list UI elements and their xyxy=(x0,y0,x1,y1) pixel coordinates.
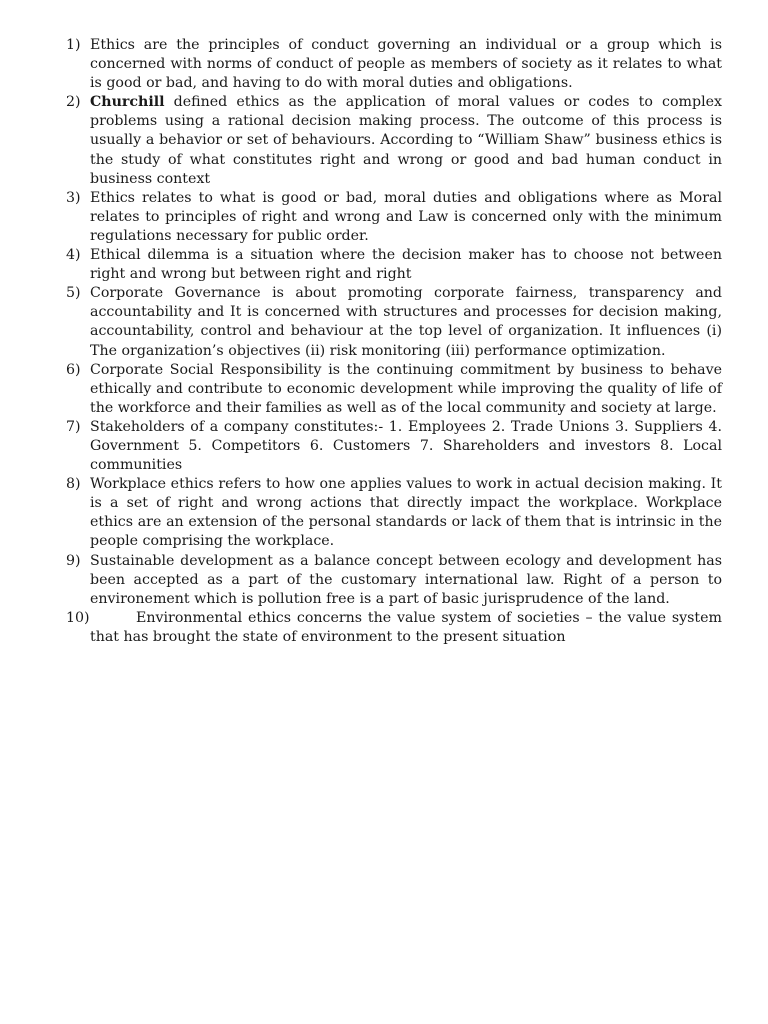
list-item xyxy=(66,93,722,188)
list-item xyxy=(66,552,722,609)
item-number: 8) xyxy=(66,476,81,493)
item-number: 7) xyxy=(66,418,81,435)
list-item xyxy=(66,36,722,93)
item-text: defined ethics as the application of moral values or codes to complex problems using a rational decision making process. The outcome of this process is usually a behavior or set of behaviours. According to “William Shaw” business ethics is the study of what constitutes right and wrong or good and bad human conduct in business context xyxy=(90,94,722,187)
item-number: 9) xyxy=(66,552,81,569)
item-number: 1) xyxy=(66,37,81,53)
item-text: Environmental ethics concerns the value system of societies – the value system that has brought the state of environment to the present situation xyxy=(90,609,722,645)
list-item xyxy=(66,361,722,418)
item-text: Ethics are the principles of conduct governing an individual or a group which is concerned with norms of conduct of people as members of society as it relates to what is good or bad, and having to do with moral duties and obligations. xyxy=(90,37,722,92)
list-item xyxy=(66,475,722,551)
item-number: 4) xyxy=(66,247,81,264)
item-text: Ethics relates to what is good or bad, moral duties and obligations where as Moral relates to principles of right and wrong and Law is concerned only with the minimum regulations necessary for public order. xyxy=(90,189,722,244)
numbered-list xyxy=(66,36,722,647)
item-number: 2) xyxy=(66,94,81,111)
item-number: 6) xyxy=(66,361,81,378)
item-number: 3) xyxy=(66,189,81,206)
item-number: 10) xyxy=(66,609,90,626)
item-text: Sustainable development as a balance concept between ecology and development has been accepted as a part of the customary international law. Right of a person to environement which is pollution free is a part of basic jurisprudence of the land. xyxy=(90,552,722,607)
list-item xyxy=(66,189,722,246)
list-item xyxy=(66,284,722,360)
item-text: Stakeholders of a company constitutes:- 1. Employees 2. Trade Unions 3. Suppliers 4. Government 5. Competitors 6. Customers 7. Shareholders and investors 8. Local communities xyxy=(90,418,722,474)
list-item xyxy=(66,418,722,475)
item-text: Workplace ethics refers to how one applies values to work in actual decision making. It is a set of right and wrong actions that directly impact the workplace. Workplace ethics are an extension of the personal standards or lack of them that is intrinsic in the people comprising the workplace. xyxy=(90,476,722,550)
list-item xyxy=(66,246,722,284)
list-item xyxy=(66,609,722,647)
item-text: Corporate Governance is about promoting corporate fairness, transparency and accountability and It is concerned with structures and processes for decision making, accountability, control and behaviour at the top level of organization. It influences (i) The organization’s objectives (ii) risk monitoring (iii) performance optimization. xyxy=(90,285,722,359)
item-text: Ethical dilemma is a situation where the decision maker has to choose not between right and wrong but between right and right xyxy=(90,247,722,283)
item-number: 5) xyxy=(66,285,81,302)
item-bold-lead: Churchill xyxy=(90,94,165,111)
item-text: Corporate Social Responsibility is the continuing commitment by business to behave ethically and contribute to economic development while improving the quality of life of the workforce and their families as well as of the local community and society at large. xyxy=(90,361,722,416)
